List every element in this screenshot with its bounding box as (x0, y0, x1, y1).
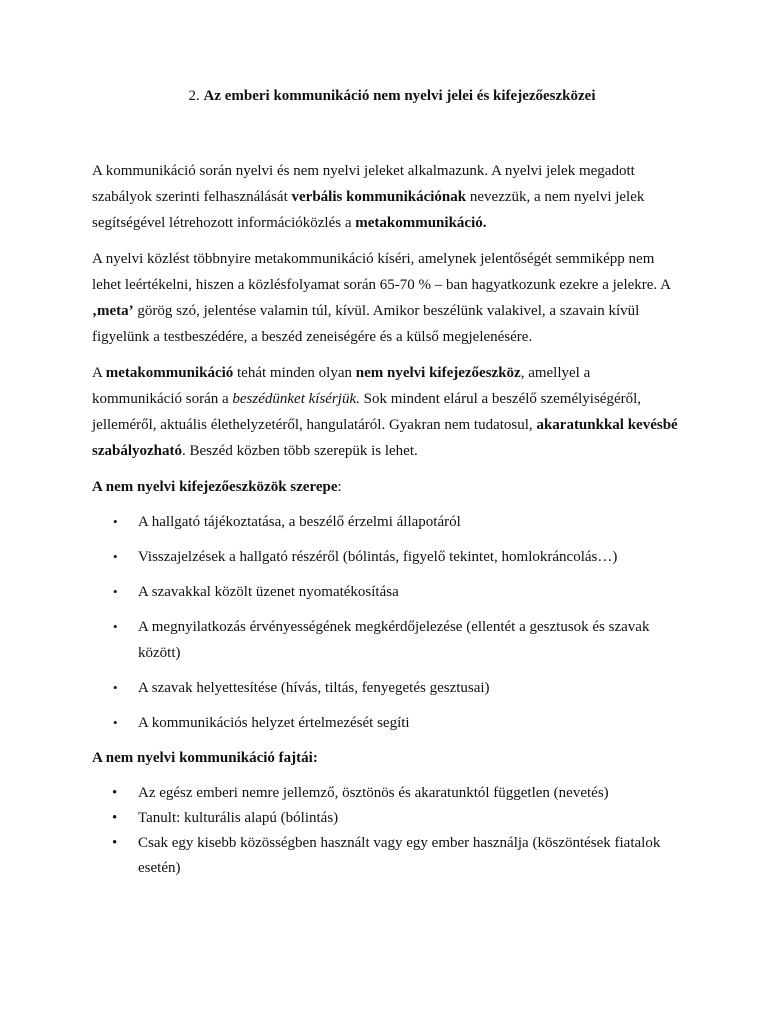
roles-heading (92, 474, 682, 500)
paragraph2-text-1: A nyelvi közlést többnyire metakommunikáció kíséri, amelynek jelentőségét semmiképp nem lehet leértékelni, hiszen a közlésfolyamat során 65-70 % – ban hagyatkozunk ezekre a jelekre. A (92, 251, 671, 293)
paragraph2-text-2: görög szó, jelentése valamin túl, kívül. Amikor beszélünk valakivel, a szavain kívül figyelünk a testbeszédére, a beszéd zeneiségére és a külső megjelenésére. (92, 303, 640, 345)
paragraph3-text-3: , amellyel a kommunikáció során a (92, 365, 591, 407)
paragraph3-bold-3: akaratunkkal kevésbé szabályozható (92, 417, 678, 459)
list-item-text: Csak egy kisebb közösségben használt vagy egy ember használja (köszöntések fiatalok esetén) (138, 835, 661, 876)
list-item (92, 579, 682, 605)
list-item-text: A szavak helyettesítése (hívás, tiltás, fenyegetés gesztusai) (138, 680, 490, 696)
paragraph3-bold-1: metakommunikáció (105, 365, 234, 381)
paragraph3-italic-1: beszédünket kísérjük. (232, 391, 360, 407)
paragraph3-text-4: Sok mindent elárul a beszélő személyiségéről, jelleméről, aktuális élethelyzetéről, hangulatáról. Gyakran nem tudatosul, (92, 391, 642, 433)
list-item-text: Visszajelzések a hallgató részéről (bólintás, figyelő tekintet, homlokráncolás…) (138, 549, 618, 565)
list-item (92, 806, 682, 831)
paragraph1-text-2: nevezzük, a nem nyelvi jelek segítségével létrehozott információközlés a (92, 189, 645, 231)
paragraph3-text-5: . Beszéd közben több szerepük is lehet. (182, 443, 418, 459)
types-list (92, 781, 682, 881)
list-item-text: A megnyilatkozás érvényességének megkérdőjelezése (ellentét a gesztusok és szavak között) (138, 619, 650, 661)
paragraph1-text-1: A kommunikáció során nyelvi és nem nyelvi jeleket alkalmazunk. A nyelvi jelek megadott szabályok szerinti felhasználását (92, 163, 635, 205)
roles-heading-text: A nem nyelvi kifejezőeszközök szerepe (92, 479, 338, 495)
title-text: Az emberi kommunikáció nem nyelvi jelei és kifejezőeszközei (203, 88, 596, 104)
paragraph1-bold-1: verbális kommunikációnak (291, 189, 467, 205)
title-number: 2. (188, 88, 204, 104)
list-item-text: A szavakkal közölt üzenet nyomatékosítása (138, 584, 399, 600)
bullet-icon: • (112, 810, 118, 826)
list-item-text: Tanult: kulturális alapú (bólintás) (138, 810, 339, 826)
bullet-icon: • (113, 715, 118, 730)
bullet-icon: • (113, 680, 118, 695)
paragraph1-bold-2: metakommunikáció. (355, 215, 487, 231)
list-item (92, 544, 682, 570)
bullet-icon: • (112, 835, 118, 851)
bullet-icon: • (113, 549, 118, 564)
roles-heading-colon: : (337, 479, 342, 495)
list-item (92, 831, 682, 881)
list-item-text: Az egész emberi nemre jellemző, ösztönös és akaratunktól független (nevetés) (138, 785, 609, 801)
paragraph3-bold-2: nem nyelvi kifejezőeszköz (355, 365, 521, 381)
list-item-text: A hallgató tájékoztatása, a beszélő érzelmi állapotáról (138, 514, 461, 530)
bullet-icon: • (113, 619, 118, 634)
paragraph-meta-meaning (92, 246, 682, 350)
bullet-icon: • (112, 785, 118, 801)
list-item (92, 509, 682, 535)
bullet-icon: • (113, 514, 118, 529)
paragraph3-text-1: A (92, 365, 106, 381)
paragraph2-bold-1: ‚meta’ (92, 303, 134, 319)
bullet-icon: • (113, 584, 118, 599)
document-title (92, 86, 682, 106)
document-page (92, 86, 682, 881)
paragraph-verbal-communication (92, 158, 682, 236)
list-item (92, 781, 682, 806)
roles-list (92, 509, 682, 736)
list-item (92, 675, 682, 701)
list-item-text: A kommunikációs helyzet értelmezését segíti (138, 715, 410, 731)
paragraph3-text-2: tehát minden olyan (233, 365, 356, 381)
paragraph-metacommunication-definition (92, 360, 682, 464)
list-item (92, 710, 682, 736)
list-item (92, 614, 682, 666)
types-heading: A nem nyelvi kommunikáció fajtái: (92, 750, 318, 766)
